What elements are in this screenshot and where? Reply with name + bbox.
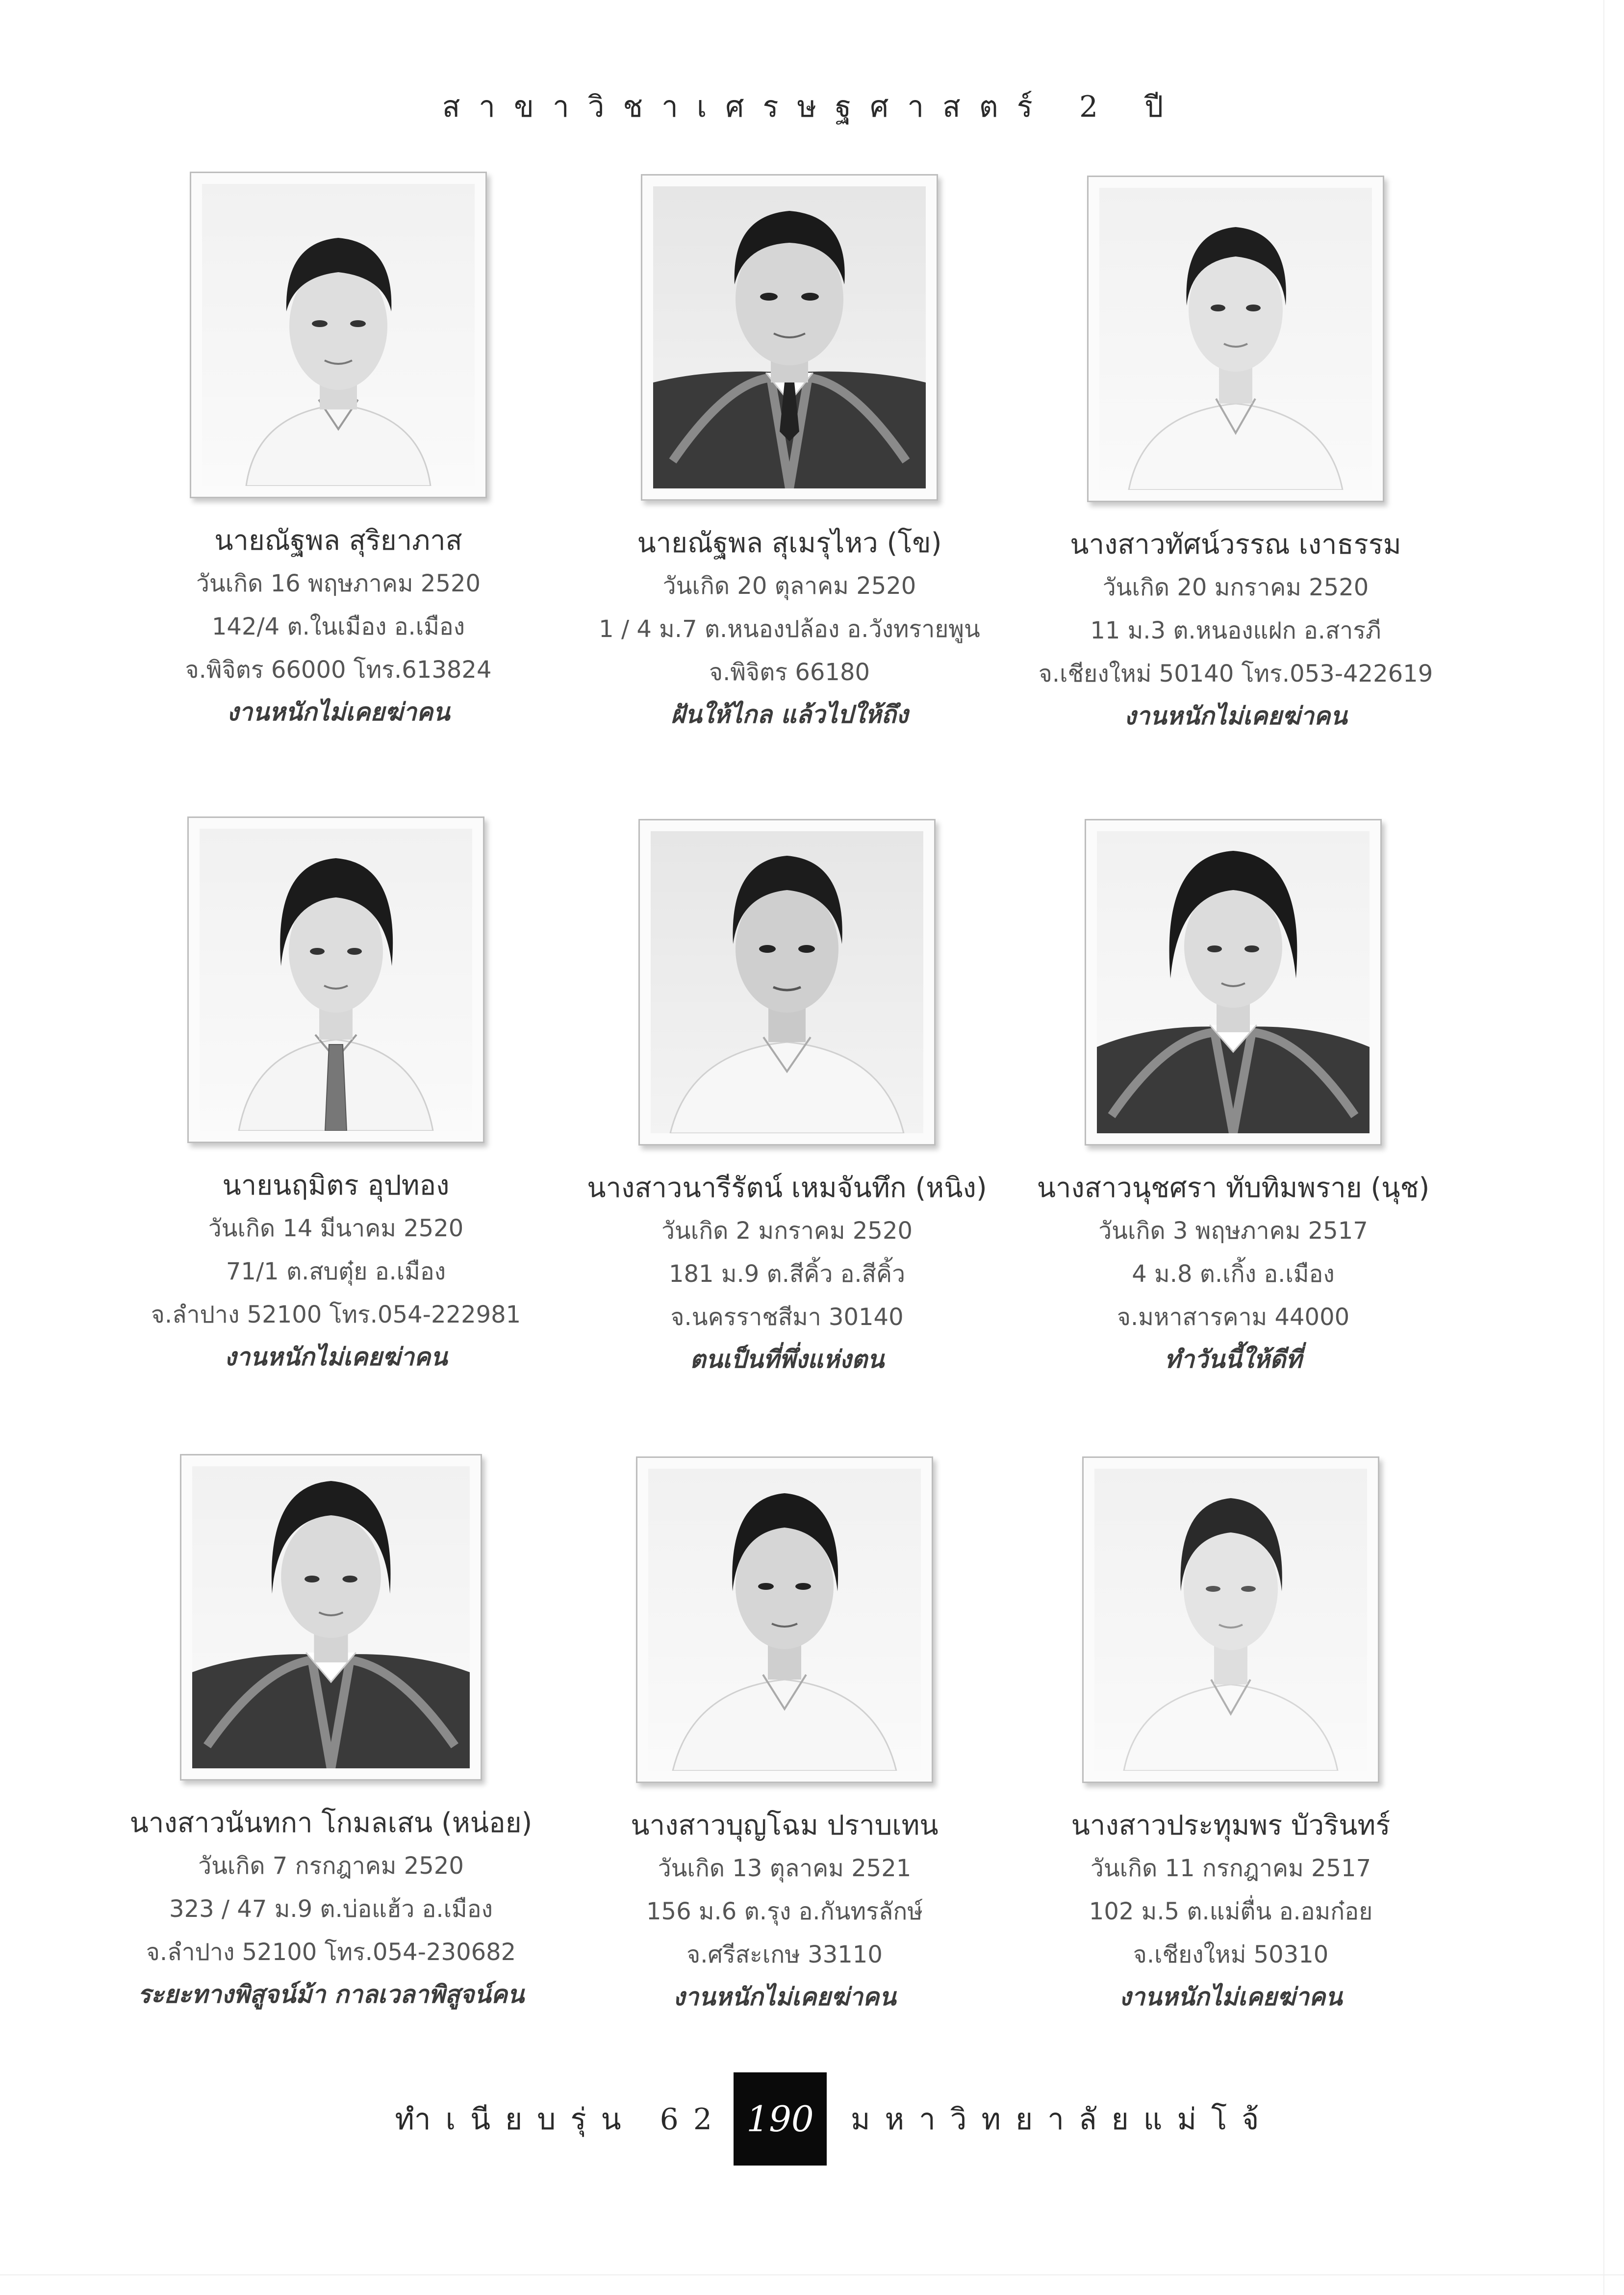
- student-birthdate: วันเกิด 16 พฤษภาคม 2520: [196, 570, 481, 597]
- student-card: [86, 1454, 576, 2015]
- portrait-image: [648, 1469, 921, 1771]
- scan-bottom-line: [0, 2274, 1624, 2275]
- portrait-image: [1094, 1469, 1367, 1771]
- student-photo: [1085, 819, 1382, 1146]
- student-photo: [638, 819, 936, 1146]
- student-address-province: จ.ลำปาง 52100 โทร.054-230682: [146, 1938, 516, 1966]
- student-address-province: จ.นครราชสีมา 30140: [670, 1303, 904, 1331]
- student-birthdate: วันเกิด 14 มีนาคม 2520: [208, 1215, 464, 1242]
- page-footer: [0, 2072, 1624, 2166]
- student-name: นายณัฐพล สุริยาภาส: [214, 525, 462, 557]
- student-name: นางสาวประทุมพร บัวรินทร์: [1071, 1810, 1391, 1841]
- student-photo: [180, 1454, 482, 1781]
- student-address-province: จ.มหาสารคาม 44000: [1116, 1303, 1350, 1331]
- student-card: [91, 816, 581, 1377]
- student-card: [990, 176, 1481, 737]
- student-birthdate: วันเกิด 11 กรกฎาคม 2517: [1090, 1855, 1371, 1882]
- student-photo: [641, 174, 938, 501]
- student-address: 4 ม.8 ต.เกิ้ง อ.เมือง: [1132, 1260, 1335, 1288]
- student-birthdate: วันเกิด 2 มกราคม 2520: [661, 1217, 913, 1245]
- student-name: นายณัฐพล สุเมรุไหว (โข): [637, 527, 942, 559]
- student-address: 181 ม.9 ต.สีคิ้ว อ.สีคิ้ว: [668, 1260, 906, 1288]
- student-name: นางสาวบุญโฉม ปราบเทน: [631, 1810, 939, 1841]
- student-address: 102 ม.5 ต.แม่ตื่น อ.อมก๋อย: [1089, 1898, 1373, 1925]
- portrait-image: [1097, 831, 1370, 1133]
- student-card: [544, 174, 1035, 735]
- portrait-image: [651, 831, 923, 1133]
- student-photo: [190, 172, 487, 498]
- page-number: 190: [734, 2072, 827, 2166]
- portrait-image: [202, 184, 475, 486]
- student-motto: งานหนักไม่เคยฆ่าคน: [673, 1982, 896, 2011]
- student-address: 1 / 4 ม.7 ต.หนองปล้อง อ.วังทรายพูน: [599, 615, 980, 643]
- student-name: นางสาวทัศน์วรรณ เงาธรรม: [1070, 529, 1401, 561]
- student-address-province: จ.เชียงใหม่ 50140 โทร.053-422619: [1038, 660, 1433, 688]
- student-birthdate: วันเกิด 13 ตุลาคม 2521: [658, 1855, 912, 1882]
- student-address-province: จ.พิจิตร 66000 โทร.613824: [185, 656, 492, 684]
- student-birthdate: วันเกิด 3 พฤษภาคม 2517: [1098, 1217, 1368, 1245]
- student-address-province: จ.ศรีสะเกษ 33110: [686, 1941, 883, 1968]
- portrait-image: [192, 1466, 470, 1768]
- student-photo: [1087, 176, 1384, 502]
- student-motto: งานหนักไม่เคยฆ่าคน: [1119, 1982, 1343, 2011]
- student-name: นางสาวนารีรัตน์ เหมจันทึก (หนิง): [587, 1172, 987, 1204]
- student-motto: งานหนักไม่เคยฆ่าคน: [224, 1342, 448, 1371]
- student-card: [542, 819, 1032, 1380]
- footer-yearbook-label: ทำเนียบรุ่น 62: [395, 2102, 727, 2137]
- student-name: นายนฤมิตร อุปทอง: [222, 1170, 450, 1201]
- student-address-province: จ.เชียงใหม่ 50310: [1133, 1941, 1329, 1968]
- portrait-image: [200, 829, 472, 1131]
- student-birthdate: วันเกิด 20 มกราคม 2520: [1102, 574, 1369, 601]
- page-title: สาขาวิชาเศรษฐศาสตร์ 2 ปี: [442, 90, 1182, 124]
- student-name: นางสาวนันทกา โกมลเสน (หน่อย): [129, 1807, 533, 1839]
- student-address: 323 / 47 ม.9 ต.บ่อแฮ้ว อ.เมือง: [169, 1895, 493, 1923]
- student-photo: [1082, 1456, 1379, 1783]
- student-card: [988, 819, 1478, 1380]
- student-card: [539, 1456, 1030, 2017]
- student-birthdate: วันเกิด 20 ตุลาคม 2520: [662, 572, 916, 600]
- student-address: 11 ม.3 ต.หนองแฝก อ.สารภี: [1090, 617, 1381, 644]
- student-motto: งานหนักไม่เคยฆ่าคน: [227, 697, 450, 726]
- student-motto: ระยะทางพิสูจน์ม้า กาลเวลาพิสูจน์คน: [137, 1980, 525, 2009]
- student-address-province: จ.พิจิตร 66180: [709, 659, 870, 686]
- student-motto: งานหนักไม่เคยฆ่าคน: [1124, 701, 1347, 730]
- scan-edge-line: [1603, 0, 1604, 2295]
- student-motto: ฝันให้ไกล แล้วไปให้ถึง: [670, 700, 909, 729]
- student-motto: ตนเป็นที่พึ่งแห่งตน: [689, 1345, 885, 1374]
- portrait-image: [653, 186, 926, 488]
- student-address: 71/1 ต.สบตุ๋ย อ.เมือง: [226, 1258, 446, 1285]
- student-name: นางสาวนุชศรา ทับทิมพราย (นุช): [1037, 1172, 1430, 1204]
- student-address-province: จ.ลำปาง 52100 โทร.054-222981: [151, 1301, 521, 1328]
- student-card: [93, 172, 584, 733]
- footer-university-label: มหาวิทยาลัยแม่โจ้: [851, 2102, 1274, 2137]
- student-photo: [636, 1456, 933, 1783]
- student-photo: [187, 816, 484, 1143]
- student-address: 142/4 ต.ในเมือง อ.เมือง: [211, 613, 465, 640]
- portrait-image: [1099, 188, 1372, 490]
- student-card: [986, 1456, 1476, 2017]
- student-motto: ทำวันนี้ให้ดีที่: [1164, 1345, 1302, 1374]
- student-address: 156 ม.6 ต.รุง อ.กันทรลักษ์: [646, 1898, 923, 1925]
- student-birthdate: วันเกิด 7 กรกฎาคม 2520: [198, 1852, 464, 1880]
